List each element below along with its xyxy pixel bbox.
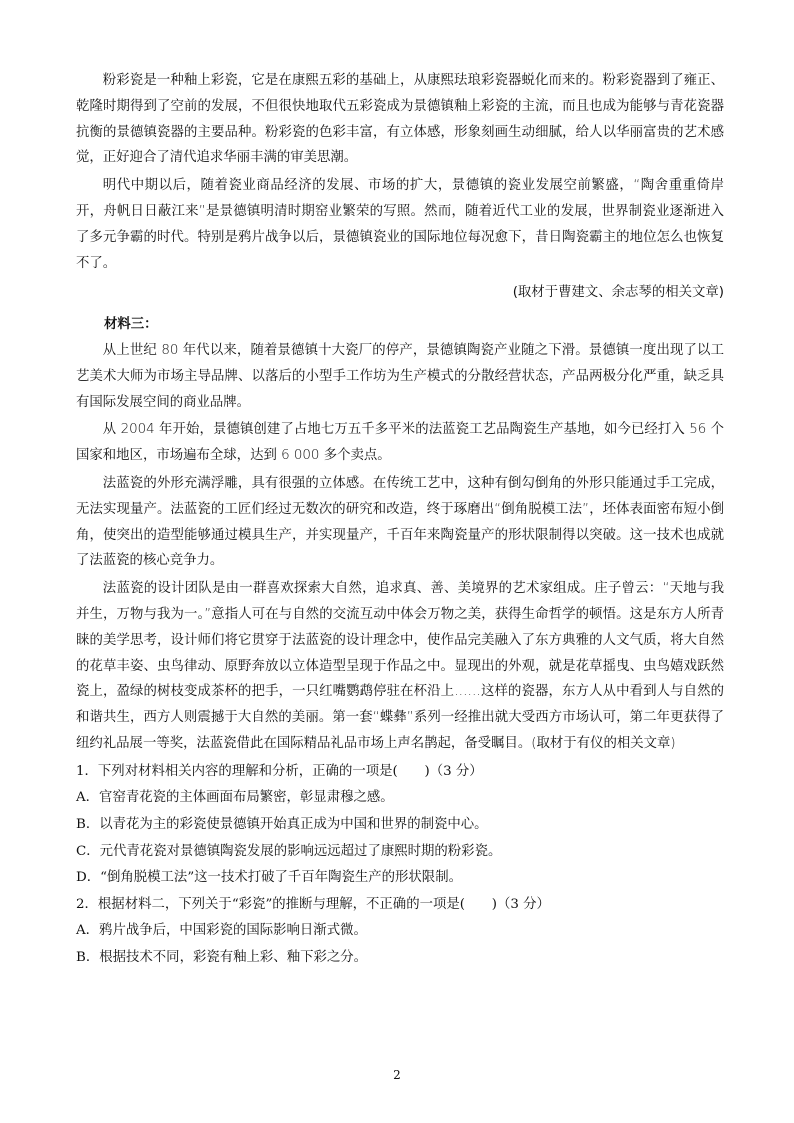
paragraph-falan-technique: 法蓝瓷的外形充满浮雕，具有很强的立体感。在传统工艺中，这种有倒勾倒角的外形只能通过手工完成，无法实现量产。法蓝瓷的工匠们经过无数次的研究和改造，终于琢磨出“倒角脱模工法”，坯体表面密布短小倒角，使突出的造型能够通过模具生产，并实现量产，千百年来陶瓷量产的形状限制得以突破。这一技术也成就了法蓝瓷的核心竞争力。 (76, 475, 724, 569)
paragraph-famille-rose: 粉彩瓷是一种釉上彩瓷，它是在康熙五彩的基础上，从康熙珐琅彩瓷器蜕化而来的。粉彩瓷器到了雍正、乾隆时期得到了空前的发展，不但很快地取代五彩瓷成为景德镇釉上彩瓷的主流，而且也成为能够与青花瓷器抗衡的景德镇瓷器的主要品种。粉彩瓷的色彩丰富，有立体感，形象刻画生动细腻，给人以华丽富贵的艺术感觉，正好迎合了清代追求华丽丰满的审美思潮。 (76, 73, 724, 166)
question-1-option-a: A．官窑青花瓷的主体画面布局繁密，彰显肃穆之感。 (76, 790, 394, 806)
page-number: 2 (393, 1068, 401, 1082)
paragraph-falan-base: 从 2004 年开始，景德镇创建了占地七万五千多平米的法蓝瓷工艺品陶瓷生产基地，如今已经打入 56 个国家和地区，市场遍布全球，达到 6 000 多个卖点。 (76, 422, 724, 464)
page-content (76, 68, 724, 971)
question-1-option-d: D．“倒角脱模工法”这一技术打破了千百年陶瓷生产的形状限制。 (76, 870, 462, 886)
material3-heading: 材料三： (104, 317, 158, 333)
paragraph-ming-decline: 明代中期以后，随着瓷业商品经济的发展、市场的扩大，景德镇的瓷业发展空前繁盛，“陶舍重重倚岸开，舟帆日日蔽江来”是景德镇明清时期窑业繁荣的写照。然而，随着近代工业的发展，世界制瓷业逐渐进入了多元争霸的时代。特别是鸦片战争以后，景德镇瓷业的国际地位每况愈下，昔日陶瓷霸主的地位怎么也恢复不了。 (76, 178, 724, 271)
question-1: 1．下列对材料相关内容的理解和分析，正确的一项是( )（3 分） (76, 763, 483, 779)
question-2: 2．根据材料二，下列关于“彩瓷”的推断与理解，不正确的一项是( )（3 分） (76, 896, 550, 912)
paragraph-industry-decline: 从上世纪 80 年代以来，随着景德镇十大瓷厂的停产，景德镇陶瓷产业随之下滑。景德镇一度出现了以工艺美术大师为市场主导品牌、以落后的小型手工作坊为生产模式的分散经营状态，产品两极分化严重，缺乏具有国际发展空间的商业品牌。 (76, 342, 724, 410)
question-2-option-b: B．根据技术不同，彩瓷有釉上彩、釉下彩之分。 (76, 949, 368, 965)
source-citation-material2: (取材于曹建文、余志琴的相关文章) (512, 285, 724, 301)
question-1-option-c: C．元代青花瓷对景德镇陶瓷发展的影响远远超过了康熙时期的粉彩瓷。 (76, 843, 502, 859)
question-1-option-b: B．以青花为主的彩瓷使景德镇开始真正成为中国和世界的制瓷中心。 (76, 816, 488, 832)
paragraph-falan-design: 法蓝瓷的设计团队是由一群喜欢探索大自然，追求真、善、美境界的艺术家组成。庄子曾云：“天地与我并生，万物与我为一。”意指人可在与自然的交流互动中体会万物之美，获得生命哲学的顿悟。这是东方人所青睐的美学思考，设计师们将它贯穿于法蓝瓷的设计理念中，使作品完美融入了东方典雅的人文气质，将大自然的花草丰姿、虫鸟律动、原野奔放以立体造型呈现于作品之中。显现出的外观，就是花草摇曳、虫鸟嬉戏跃然瓷上，盈绿的树枝变成茶杯的把手，一只红嘴鹦鹉停驻在杯沿上……这样的瓷器，东方人从中看到人与自然的和谐共生，西方人则震撼于大自然的美丽。第一套“蝶彝”系列一经推出就大受西方市场认可，第二年更获得了纽约礼品展一等奖，法蓝瓷借此在国际精品礼品市场上声名鹊起，备受瞩目。(取材于有仪的相关文章) (76, 581, 724, 751)
question-2-option-a: A．鸦片战争后，中国彩瓷的国际影响日渐式微。 (76, 923, 367, 939)
